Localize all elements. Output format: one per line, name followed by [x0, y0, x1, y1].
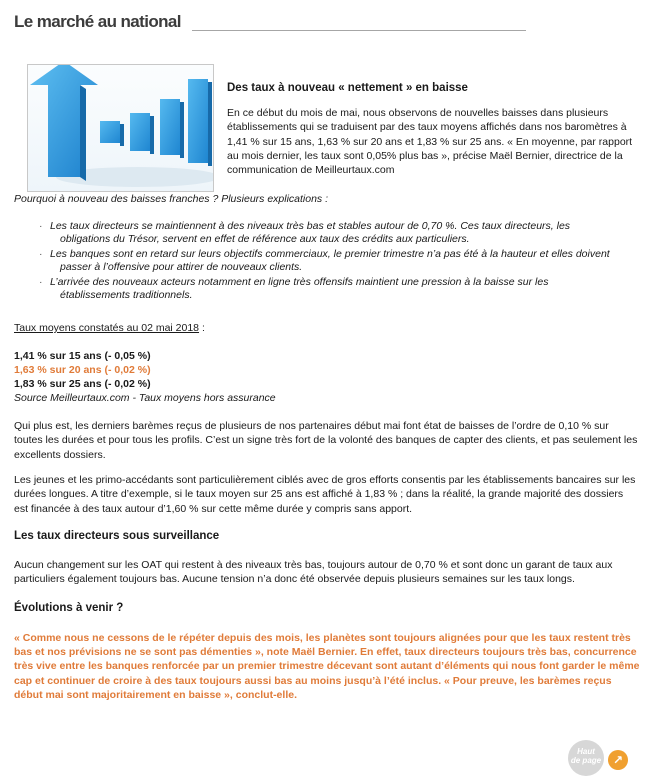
paragraph-young-buyers: Les jeunes et les primo-accédants sont particulièrement ciblés avec de gros efforts consentis par les établissements bancaires sur les durées longues. A titre d’exemple, si le taux moyen sur 25 ans est affiché à 1,83 % ; dans la réalité, la grande majorité des dossiers est financée à des taux autour d’1,60 % sur cette même durée y compris sans apport.: [14, 474, 636, 515]
rates-heading: Taux moyens constatés au 02 mai 2018 :: [14, 322, 205, 334]
explanations-question: Pourquoi à nouveau des baisses franches ? Plusieurs explications :: [14, 193, 329, 205]
heading-key-rates: Les taux directeurs sous surveillance: [14, 530, 220, 542]
list-item: · L’arrivée des nouveaux acteurs notamment en ligne très offensifs maintient une pression à la baisse sur les établissements traditionnels.: [39, 275, 549, 302]
explanations-list: [40, 220, 620, 304]
back-to-top-label: Haut de page: [568, 740, 604, 776]
title-divider: [192, 30, 526, 31]
rate-15-years: 1,41 % sur 15 ans (- 0,05 %): [14, 350, 151, 362]
page-title: Le marché au national: [14, 12, 181, 31]
list-item: · Les banques sont en retard sur leurs objectifs commerciaux, le premier trimestre n’a pas été à la hauteur et elles doivent passer à l’offensive pour attirer de nouveaux clients.: [39, 247, 610, 274]
rate-20-years: 1,63 % sur 20 ans (- 0,02 %): [14, 364, 151, 376]
paragraph-oat: Aucun changement sur les OAT qui restent à des niveaux très bas, toujours autour de 0,70 % et sont donc un garant de taux aux particuliers également toujours bas. Aucune tension n’a donc été observée depuis plusieurs semaines sur les taux longs.: [14, 559, 613, 586]
rate-25-years: 1,83 % sur 25 ans (- 0,02 %): [14, 378, 151, 390]
outlook-quote: « Comme nous ne cessons de le répéter depuis des mois, les planètes sont toujours alignées pour que les taux restent très bas et nos prévisions ne se sont pas démenties », note Maël Bernier. En effet, taux directeurs toujours très bas, concurrence très vive entre les banques renforcée par un premier trimestre décevant sont autant d’éléments qui nous font garder le même cap et continuer de croire à des taux toujours aussi bas au moins jusqu’à l’été inclus. « Pour preuve, les barèmes reçus début mai sont majoritairement en baisse », conclut-elle.: [14, 632, 640, 701]
article-heading: Des taux à nouveau « nettement » en baisse: [227, 82, 468, 94]
rates-decline-illustration: [27, 64, 214, 192]
back-to-top-button[interactable]: [568, 740, 632, 776]
article-intro: En ce début du mois de mai, nous observons de nouvelles baisses dans plusieurs établissements qui se traduisent par des taux moyens affichés dans nos baromètres à 1,41 % sur 15 ans, 1,63 % sur 20 ans et 1,83 % sur 25 ans. « En moyenne, par rapport au mois dernier, les taux sont 0,05% plus bas », précise Maël Bernier, directrice de la communication de Meilleurtaux.com: [227, 107, 633, 177]
section-header: [14, 12, 514, 36]
rates-source: Source Meilleurtaux.com - Taux moyens hors assurance: [14, 392, 276, 404]
arrow-up-right-icon: ↗: [608, 750, 628, 770]
paragraph-scales: Qui plus est, les derniers barèmes reçus de plusieurs de nos partenaires début mai font état de baisses de l’ordre de 0,10 % sur toutes les durées et pour tous les profils. C’est un signe très fort de la volonté des banques de capter des clients, et pas seulement les excellents dossiers.: [14, 420, 638, 461]
heading-outlook: Évolutions à venir ?: [14, 602, 124, 614]
rates-block: [14, 349, 276, 405]
list-item: · Les taux directeurs se maintiennent à des niveaux très bas et stables autour de 0,70 %. Ces taux directeurs, les obligations du Trésor, servent en effet de référence aux taux des crédits aux particuliers.: [39, 220, 571, 246]
